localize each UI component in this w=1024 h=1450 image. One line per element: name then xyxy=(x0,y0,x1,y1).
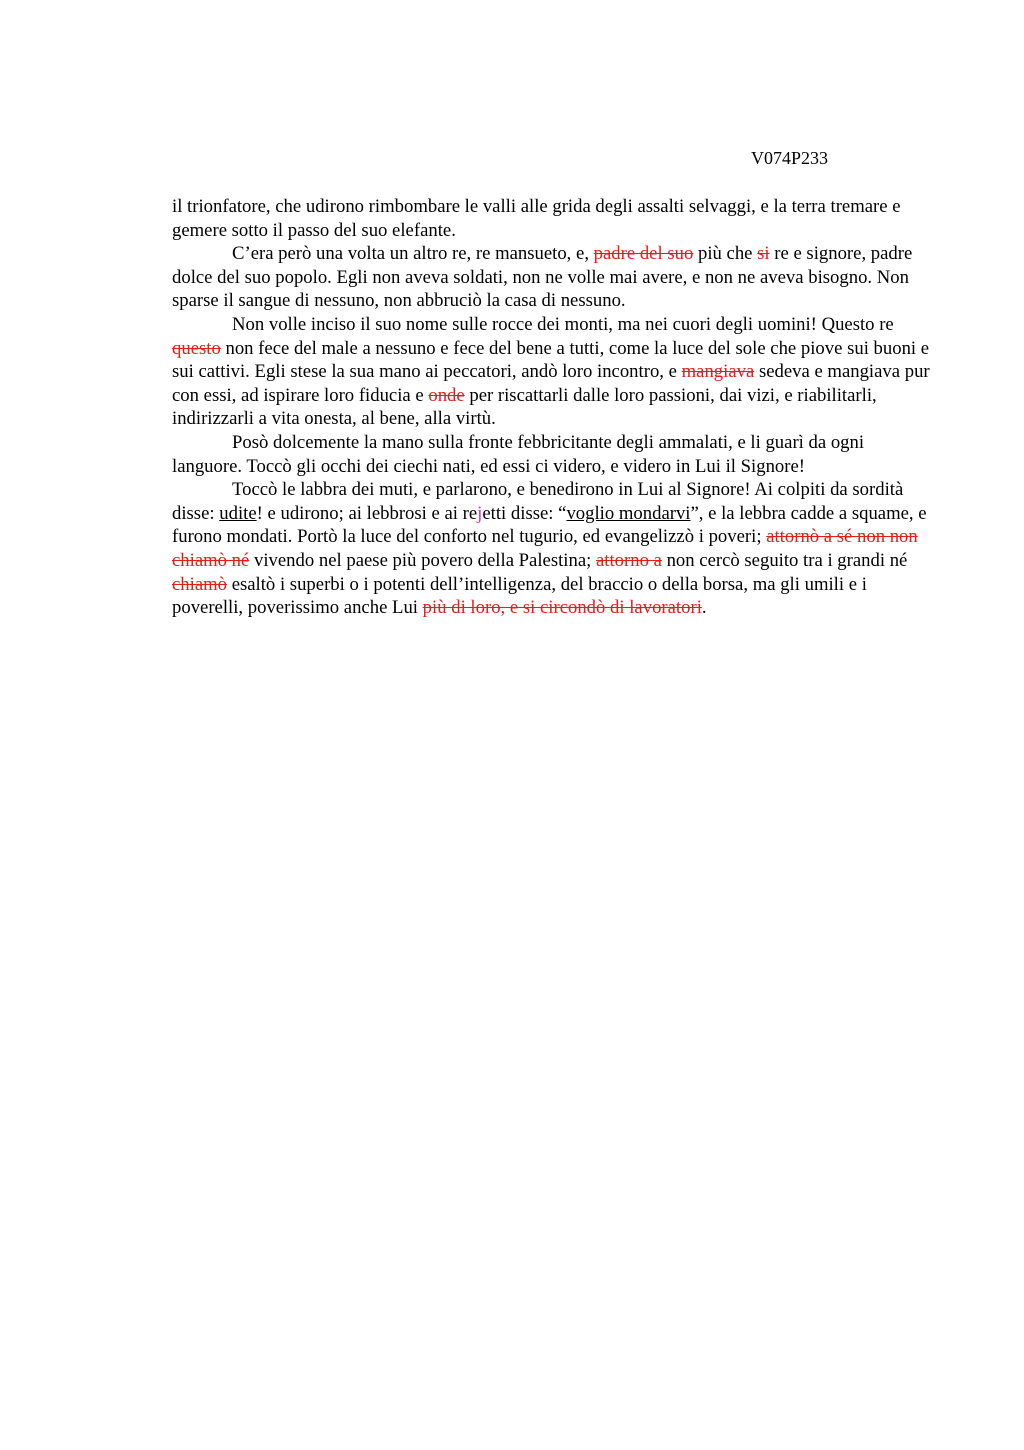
paragraph xyxy=(172,242,932,313)
text-run: ”, e la lebbra cadde a squame, e furono mondati. Portò la luce del conforto nel tugurio, ed evangelizzò i poveri; xyxy=(172,502,927,548)
deleted-text: chiamò xyxy=(172,573,228,595)
text-run: il trionfatore, che udirono rimbombare le valli alle grida degli assalti selvaggi, e la terra tremare e gemere sotto il passo del suo elefante. xyxy=(172,196,901,241)
text-run: re e signore, padre dolce del suo popolo. Egli non aveva soldati, non ne volle mai avere, e non ne aveva bisogno. Non sparse il sangue di nessuno, non abbruciò la casa di nessuno. xyxy=(172,243,913,312)
paragraph xyxy=(172,195,932,242)
text-run: vivendo nel paese più povero della Palestina; xyxy=(249,549,596,571)
text-run: etti disse: “ xyxy=(482,502,567,524)
deleted-text: mangiava xyxy=(681,361,755,383)
page-identifier: V074P233 xyxy=(751,148,829,168)
deleted-text: si xyxy=(757,243,770,265)
deleted-text: padre del suo xyxy=(593,243,694,265)
text-run: esaltò i superbi o i potenti dell’intelligenza, del braccio o della borsa, ma gli umili e i poverelli, poverissimo anche Lui xyxy=(172,573,867,619)
inserted-text: j xyxy=(477,502,483,524)
text-run: Posò dolcemente la mano sulla fronte febbricitante degli ammalati, e li guarì da ogni languore. Toccò gli occhi dei ciechi nati, ed essi ci videro, e videro in Lui il Signore! xyxy=(172,431,865,477)
deleted-text: più di loro, e si circondò di lavoratori xyxy=(422,597,702,619)
body-text xyxy=(172,195,932,620)
text-run: C’era però una volta un altro re, re mansueto, e, xyxy=(232,243,594,265)
text-run: . xyxy=(701,597,707,619)
text-run: sedeva e mangiava pur con essi, ad ispirare loro fiducia e xyxy=(172,361,930,406)
text-run: non fece del male a nessuno e fece del bene a tutti, come la luce del sole che piove sui buoni e sui cattivi. Egli stese la sua mano ai peccatori, andò loro incontro, e xyxy=(172,337,930,383)
deleted-text: attornò a sé non non chiamò né xyxy=(172,526,918,571)
deleted-text: onde xyxy=(428,384,465,406)
underlined-text: voglio mondarvi xyxy=(566,502,691,524)
paragraph xyxy=(172,313,932,431)
paragraph xyxy=(172,431,932,478)
deleted-text: questo xyxy=(172,337,221,359)
text-run: più che xyxy=(693,243,758,265)
deleted-text: attorno a xyxy=(596,549,662,571)
text-run: non cercò seguito tra i grandi né xyxy=(661,549,908,571)
text-run: ! e udirono; ai lebbrosi e ai re xyxy=(256,502,478,524)
paragraph xyxy=(172,478,932,620)
text-run: Toccò le labbra dei muti, e parlarono, e benedirono in Lui al Signore! Ai colpiti da sordità disse: xyxy=(172,479,904,524)
text-run: per riscattarli dalle loro passioni, dai vizi, e riabilitarli, indirizzarli a vita onesta, al bene, alla virtù. xyxy=(172,384,877,430)
text-run: Non volle inciso il suo nome sulle rocce dei monti, ma nei cuori degli uomini! Questo re xyxy=(232,313,894,335)
underlined-text: udite xyxy=(219,502,257,524)
